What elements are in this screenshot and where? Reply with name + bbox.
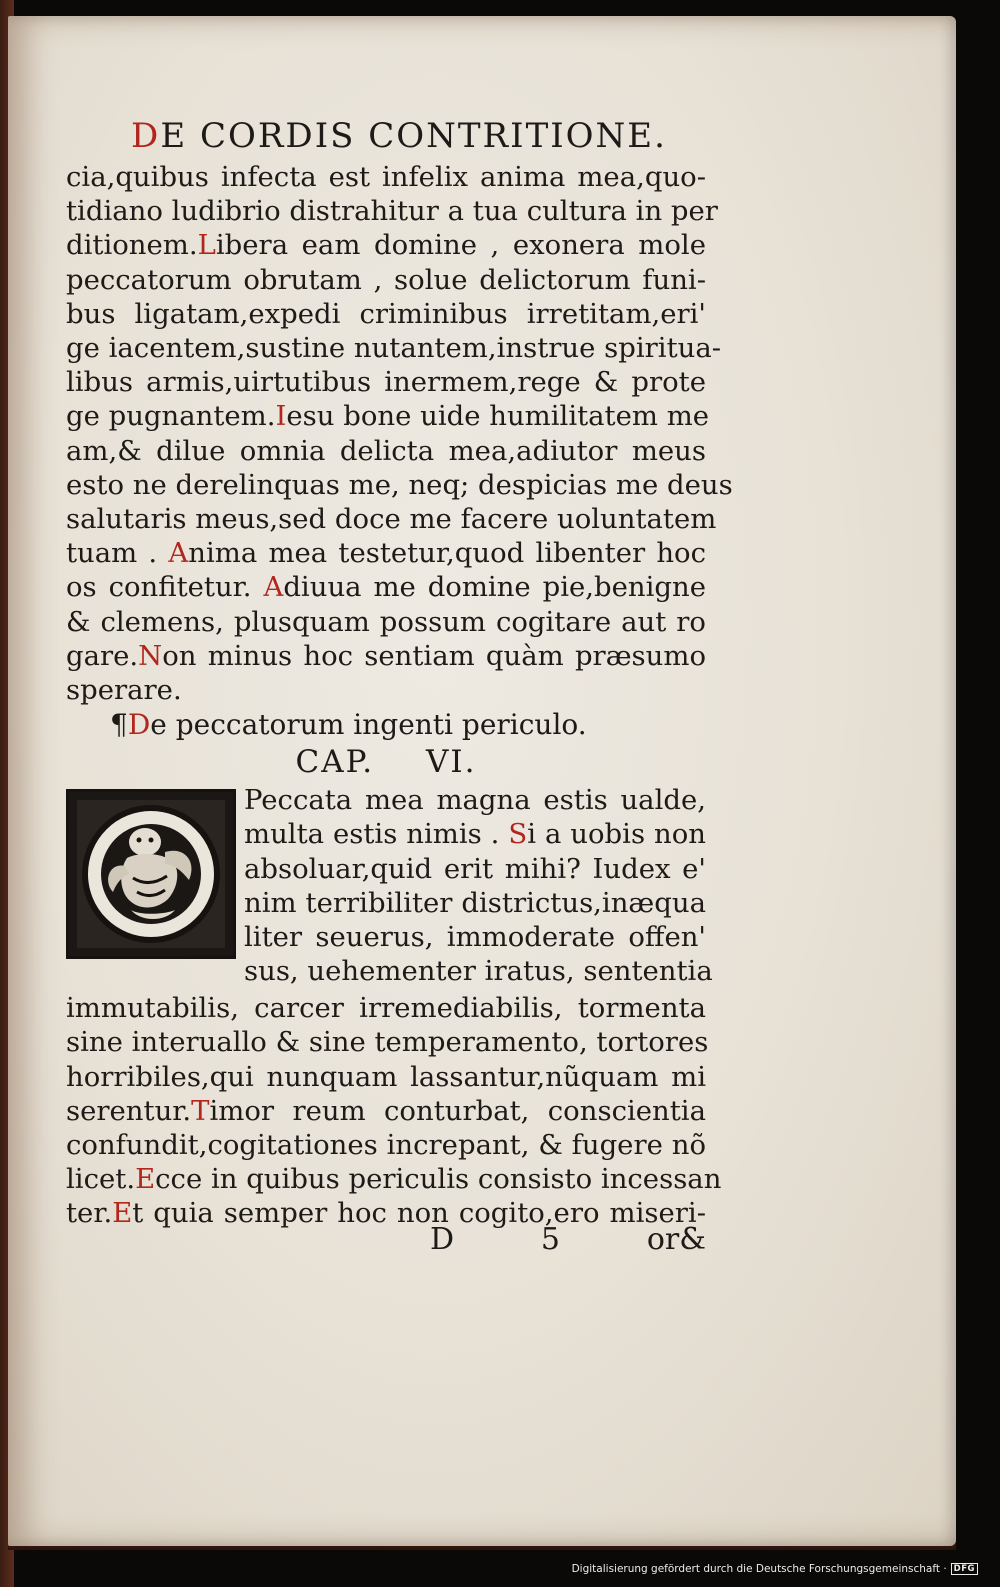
line-segment: imor reum conturbat, conscientia bbox=[209, 1094, 706, 1127]
text-line: libus armis,uirtutibus inermem,rege & prote bbox=[66, 366, 706, 399]
text-line: cia,quibus infecta est infelix anima mea,quo- bbox=[66, 161, 706, 193]
text-line bbox=[66, 570, 706, 604]
chapter-number: VI. bbox=[425, 744, 477, 781]
line-segment: tuam . bbox=[66, 537, 158, 570]
text-line bbox=[244, 817, 706, 851]
text-line: liter seuerus, immoderate offen' bbox=[244, 921, 706, 954]
line-segment: licet. bbox=[66, 1163, 136, 1196]
red-capital: E bbox=[135, 1163, 156, 1196]
red-capital: S bbox=[508, 818, 528, 851]
text-line bbox=[66, 639, 706, 673]
pilcrow-icon: ¶ bbox=[110, 708, 128, 742]
initial-block bbox=[66, 783, 713, 991]
page-text bbox=[66, 116, 733, 1231]
line-segment: ditionem. bbox=[66, 229, 198, 262]
text-line: nim terribiliter districtus,inæqua bbox=[244, 886, 706, 919]
text-line: immutabilis, carcer irremediabilis, tormenta bbox=[66, 992, 706, 1025]
text-line: & clemens, plusquam possum cogitare aut ro bbox=[66, 605, 706, 638]
text-line: salutaris meus,sed doce me facere uoluntatem bbox=[66, 503, 717, 536]
text-line bbox=[66, 1162, 722, 1196]
text-line: tidiano ludibrio distrahitur a tua cultura in per bbox=[66, 195, 718, 228]
header-text: E CORDIS CONTRITIONE. bbox=[160, 116, 667, 156]
line-segment: serentur. bbox=[66, 1094, 192, 1127]
signature-line bbox=[430, 1222, 706, 1257]
line-segment: cce in quibus periculis consisto incessan bbox=[155, 1163, 722, 1196]
line-segment: multa estis nimis . bbox=[244, 818, 500, 851]
text-line: ge iacentem,sustine nutantem,instrue spiritua- bbox=[66, 332, 722, 365]
chapter-heading bbox=[66, 743, 706, 781]
signature-mark: D bbox=[430, 1222, 455, 1257]
red-capital: T bbox=[191, 1094, 210, 1127]
line-segment: gare. bbox=[66, 639, 139, 672]
paragraph-2 bbox=[66, 991, 722, 1230]
chapter-rubric bbox=[110, 707, 706, 743]
red-capital: D bbox=[127, 708, 151, 742]
paragraph-1 bbox=[66, 160, 733, 707]
text-line: peccatorum obrutam , solue delictorum funi- bbox=[66, 263, 706, 296]
text-line: confundit,cogitationes increpant, & fugere nõ bbox=[66, 1129, 706, 1162]
red-capital: L bbox=[197, 229, 216, 262]
line-segment: i a uobis non bbox=[527, 818, 706, 851]
dfg-logo-icon: DFG bbox=[951, 1563, 978, 1575]
signature-number: 5 bbox=[540, 1222, 561, 1257]
running-header bbox=[92, 116, 706, 156]
red-capital: A bbox=[168, 537, 189, 570]
line-segment: on minus hoc sentiam quàm præsumo bbox=[162, 639, 706, 672]
text-line: esto ne derelinquas me, neq; despicias me deus bbox=[66, 468, 733, 501]
line-segment: t quia semper hoc non cogito,ero miseri- bbox=[132, 1197, 706, 1230]
text-line: am,& dilue omnia delicta mea,adiutor meus bbox=[66, 434, 706, 467]
line-segment: ge pugnantem. bbox=[66, 400, 276, 433]
red-capital: I bbox=[275, 400, 287, 433]
line-segment: esu bone uide humilitatem me bbox=[286, 400, 710, 433]
red-capital: A bbox=[263, 571, 284, 604]
text-line bbox=[66, 536, 706, 570]
red-capital: N bbox=[138, 639, 163, 672]
line-segment: ter. bbox=[66, 1197, 113, 1230]
catchword: or& bbox=[646, 1222, 706, 1257]
text-line bbox=[66, 1094, 706, 1128]
text-line: horribiles,qui nunquam lassantur,nũquam mi bbox=[66, 1060, 706, 1093]
text-line: absoluar,quid erit mihi? Iudex e' bbox=[244, 852, 706, 885]
text-line: Peccata mea magna estis ualde, bbox=[244, 784, 706, 817]
text-line: sperare. bbox=[66, 674, 182, 707]
rubric-text: e peccatorum ingenti periculo. bbox=[150, 708, 587, 742]
line-segment: nima mea testetur,quod libenter hoc bbox=[188, 537, 706, 570]
initial-adjacent-lines bbox=[244, 783, 713, 988]
line-segment: os confitetur. bbox=[66, 571, 252, 604]
line-segment: ibera eam domine , exonera mole bbox=[215, 229, 706, 262]
chapter-label: CAP. bbox=[295, 744, 375, 781]
digitization-credit bbox=[572, 1563, 978, 1575]
text-line: sus, uehementer iratus, sententia bbox=[244, 955, 713, 988]
text-line bbox=[66, 228, 706, 262]
red-capital: E bbox=[112, 1197, 133, 1230]
text-line: bus ligatam,expedi criminibus irretitam,eri' bbox=[66, 297, 706, 330]
woodcut-initial-o-icon bbox=[66, 789, 236, 959]
text-line bbox=[66, 399, 710, 433]
credit-text: Digitalisierung gefördert durch die Deutsche Forschungsgemeinschaft · bbox=[571, 1563, 947, 1575]
text-line: sine interuallo & sine temperamento, tortores bbox=[66, 1026, 709, 1059]
header-initial: D bbox=[131, 116, 161, 156]
line-segment: diuua me domine pie,benigne bbox=[283, 571, 706, 604]
